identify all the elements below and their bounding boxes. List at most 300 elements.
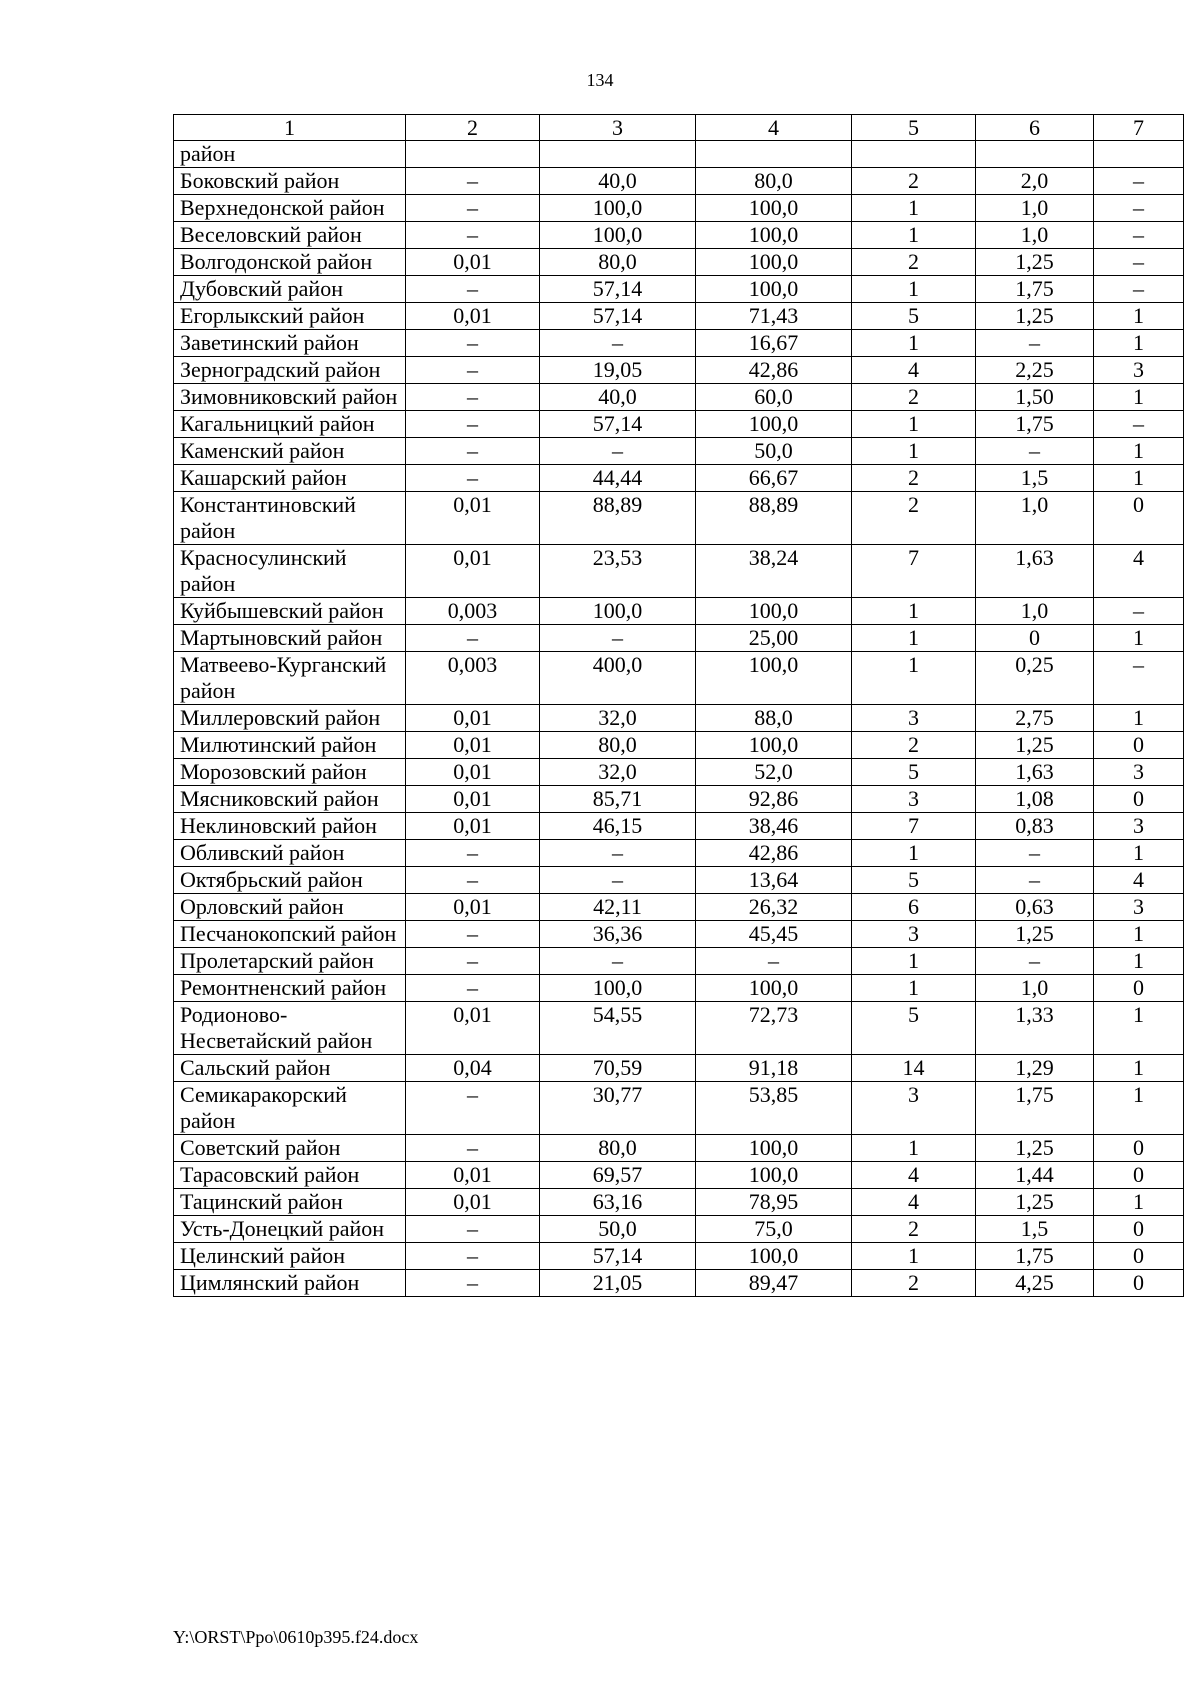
table-body [174, 141, 1184, 1297]
table-row [174, 867, 1184, 894]
value-cell: 1 [1094, 384, 1184, 411]
value-cell: 92,86 [696, 786, 852, 813]
district-name-cell: Заветинский район [174, 330, 406, 357]
district-name-cell: Веселовский район [174, 222, 406, 249]
value-cell: 100,0 [540, 195, 696, 222]
footer-file-path: Y:\ORST\Ppo\0610p395.f24.docx [173, 1627, 419, 1647]
district-name-cell: Ремонтненский район [174, 975, 406, 1002]
district-name-cell: Сальский район [174, 1055, 406, 1082]
value-cell: 100,0 [696, 222, 852, 249]
value-cell: 80,0 [540, 1135, 696, 1162]
value-cell: 1 [1094, 465, 1184, 492]
district-name-cell: Каменский район [174, 438, 406, 465]
value-cell: 0,01 [406, 786, 540, 813]
value-cell: 4 [1094, 867, 1184, 894]
value-cell: 0,01 [406, 303, 540, 330]
value-cell: 1 [1094, 1055, 1184, 1082]
value-cell: 2 [852, 492, 976, 545]
table-row [174, 1082, 1184, 1135]
value-cell: 32,0 [540, 759, 696, 786]
value-cell: 1,0 [976, 975, 1094, 1002]
table-row [174, 168, 1184, 195]
table-row [174, 411, 1184, 438]
value-cell: 14 [852, 1055, 976, 1082]
value-cell: 21,05 [540, 1270, 696, 1297]
value-cell: 1 [852, 598, 976, 625]
value-cell: – [976, 330, 1094, 357]
value-cell: 1 [852, 330, 976, 357]
value-cell: 1 [852, 438, 976, 465]
value-cell: 1,25 [976, 249, 1094, 276]
value-cell: – [406, 438, 540, 465]
value-cell: 38,24 [696, 545, 852, 598]
value-cell: 0,01 [406, 705, 540, 732]
value-cell: 54,55 [540, 1002, 696, 1055]
value-cell: 80,0 [696, 168, 852, 195]
district-name-cell: Неклиновский район [174, 813, 406, 840]
table-row [174, 975, 1184, 1002]
value-cell: 1 [1094, 1189, 1184, 1216]
value-cell: 2 [852, 168, 976, 195]
value-cell: – [406, 625, 540, 652]
value-cell: 5 [852, 759, 976, 786]
value-cell: 7 [852, 545, 976, 598]
table-row [174, 921, 1184, 948]
value-cell: 1,63 [976, 759, 1094, 786]
value-cell: 100,0 [696, 249, 852, 276]
value-cell [696, 141, 852, 168]
value-cell: – [976, 840, 1094, 867]
value-cell: 1,5 [976, 1216, 1094, 1243]
value-cell: – [976, 438, 1094, 465]
value-cell: – [406, 1270, 540, 1297]
value-cell: 0,04 [406, 1055, 540, 1082]
value-cell: – [406, 330, 540, 357]
value-cell: 1,75 [976, 1243, 1094, 1270]
value-cell: 400,0 [540, 652, 696, 705]
value-cell: 2 [852, 732, 976, 759]
value-cell: 89,47 [696, 1270, 852, 1297]
value-cell: 1,0 [976, 195, 1094, 222]
value-cell: 1,25 [976, 1189, 1094, 1216]
value-cell: 5 [852, 303, 976, 330]
table-row [174, 705, 1184, 732]
value-cell: 3 [1094, 894, 1184, 921]
value-cell: 36,36 [540, 921, 696, 948]
value-cell: 53,85 [696, 1082, 852, 1135]
table-row [174, 625, 1184, 652]
value-cell: 40,0 [540, 384, 696, 411]
value-cell: 1,0 [976, 598, 1094, 625]
value-cell: – [540, 840, 696, 867]
value-cell: 0,01 [406, 1002, 540, 1055]
value-cell: 0,25 [976, 652, 1094, 705]
value-cell: 85,71 [540, 786, 696, 813]
table-row [174, 1243, 1184, 1270]
value-cell: 100,0 [696, 732, 852, 759]
value-cell: 5 [852, 867, 976, 894]
district-name-cell: Морозовский район [174, 759, 406, 786]
district-name-cell: Тарасовский район [174, 1162, 406, 1189]
value-cell: 71,43 [696, 303, 852, 330]
table-row [174, 357, 1184, 384]
value-cell: 100,0 [540, 598, 696, 625]
value-cell: 1 [1094, 840, 1184, 867]
value-cell: 0 [976, 625, 1094, 652]
district-name-cell: Советский район [174, 1135, 406, 1162]
value-cell: 4 [1094, 545, 1184, 598]
table-row [174, 1002, 1184, 1055]
value-cell [976, 141, 1094, 168]
value-cell [406, 141, 540, 168]
table-row [174, 1162, 1184, 1189]
value-cell: – [976, 948, 1094, 975]
value-cell: 1 [852, 276, 976, 303]
value-cell: 100,0 [696, 1135, 852, 1162]
value-cell: – [406, 222, 540, 249]
value-cell: 26,32 [696, 894, 852, 921]
value-cell: – [540, 867, 696, 894]
table-row [174, 948, 1184, 975]
value-cell: 100,0 [696, 1243, 852, 1270]
value-cell: 1,25 [976, 1135, 1094, 1162]
value-cell: 1 [852, 1135, 976, 1162]
value-cell: – [406, 411, 540, 438]
district-name-cell: Тацинский район [174, 1189, 406, 1216]
value-cell: 0 [1094, 1243, 1184, 1270]
district-name-cell: Цимлянский район [174, 1270, 406, 1297]
value-cell: 1 [1094, 948, 1184, 975]
value-cell: – [406, 276, 540, 303]
value-cell: 0 [1094, 732, 1184, 759]
column-header: 7 [1094, 115, 1184, 141]
value-cell: 1,08 [976, 786, 1094, 813]
value-cell: 1 [1094, 303, 1184, 330]
district-name-cell: Октябрьский район [174, 867, 406, 894]
value-cell: 3 [852, 921, 976, 948]
district-name-cell: Целинский район [174, 1243, 406, 1270]
district-name-cell: Матвеево-Курганский район [174, 652, 406, 705]
value-cell: 0,01 [406, 1189, 540, 1216]
value-cell: 42,86 [696, 357, 852, 384]
table-row [174, 598, 1184, 625]
value-cell [540, 141, 696, 168]
district-name-cell: Милютинский район [174, 732, 406, 759]
value-cell: 2 [852, 249, 976, 276]
value-cell: 3 [852, 1082, 976, 1135]
value-cell: 38,46 [696, 813, 852, 840]
value-cell: – [406, 840, 540, 867]
value-cell: 2,0 [976, 168, 1094, 195]
column-header: 3 [540, 115, 696, 141]
table-row [174, 141, 1184, 168]
value-cell: 1 [852, 625, 976, 652]
value-cell: 42,11 [540, 894, 696, 921]
district-name-cell: Мясниковский район [174, 786, 406, 813]
value-cell: 1,75 [976, 1082, 1094, 1135]
value-cell: 75,0 [696, 1216, 852, 1243]
value-cell: 1 [852, 652, 976, 705]
value-cell: – [406, 948, 540, 975]
value-cell: 1 [1094, 1082, 1184, 1135]
data-table [173, 114, 1184, 1297]
value-cell: 1 [852, 1243, 976, 1270]
value-cell: 13,64 [696, 867, 852, 894]
table-row [174, 545, 1184, 598]
value-cell: 1,25 [976, 303, 1094, 330]
table-row [174, 759, 1184, 786]
value-cell: 88,89 [540, 492, 696, 545]
table-row [174, 1270, 1184, 1297]
value-cell: 0,003 [406, 652, 540, 705]
value-cell: – [1094, 195, 1184, 222]
value-cell: 0,01 [406, 732, 540, 759]
value-cell: 0 [1094, 786, 1184, 813]
value-cell: 45,45 [696, 921, 852, 948]
value-cell: 2 [852, 1270, 976, 1297]
value-cell: 78,95 [696, 1189, 852, 1216]
district-name-cell: Орловский район [174, 894, 406, 921]
value-cell: 23,53 [540, 545, 696, 598]
value-cell: 57,14 [540, 303, 696, 330]
value-cell: 80,0 [540, 732, 696, 759]
value-cell: 52,0 [696, 759, 852, 786]
value-cell: 4 [852, 1162, 976, 1189]
value-cell: 0,01 [406, 759, 540, 786]
district-name-cell: Дубовский район [174, 276, 406, 303]
value-cell: 0 [1094, 975, 1184, 1002]
table-row [174, 222, 1184, 249]
value-cell: 50,0 [696, 438, 852, 465]
district-name-cell: Пролетарский район [174, 948, 406, 975]
table-row [174, 732, 1184, 759]
value-cell: 1,25 [976, 732, 1094, 759]
value-cell: – [406, 975, 540, 1002]
district-name-cell: Песчанокопский район [174, 921, 406, 948]
value-cell: 1,0 [976, 492, 1094, 545]
value-cell: 1 [852, 975, 976, 1002]
value-cell: – [406, 465, 540, 492]
value-cell: 100,0 [696, 598, 852, 625]
district-name-cell: Миллеровский район [174, 705, 406, 732]
column-header: 1 [174, 115, 406, 141]
value-cell: 4 [852, 1189, 976, 1216]
value-cell: 2 [852, 384, 976, 411]
value-cell: 0 [1094, 1270, 1184, 1297]
district-name-cell: Зимовниковский район [174, 384, 406, 411]
value-cell: – [406, 168, 540, 195]
value-cell: 0,003 [406, 598, 540, 625]
value-cell: 4,25 [976, 1270, 1094, 1297]
value-cell: 0,01 [406, 1162, 540, 1189]
table-row [174, 276, 1184, 303]
value-cell: 3 [1094, 759, 1184, 786]
table-row [174, 1055, 1184, 1082]
value-cell: 1,25 [976, 921, 1094, 948]
value-cell: 1 [1094, 705, 1184, 732]
value-cell: 1 [852, 195, 976, 222]
value-cell: 19,05 [540, 357, 696, 384]
table-row [174, 195, 1184, 222]
value-cell: 72,73 [696, 1002, 852, 1055]
district-name-cell: Куйбышевский район [174, 598, 406, 625]
value-cell: 30,77 [540, 1082, 696, 1135]
value-cell: – [1094, 276, 1184, 303]
value-cell: 3 [852, 705, 976, 732]
value-cell: – [540, 625, 696, 652]
value-cell: – [1094, 222, 1184, 249]
table-row [174, 652, 1184, 705]
value-cell: 63,16 [540, 1189, 696, 1216]
table-row [174, 465, 1184, 492]
table-row [174, 438, 1184, 465]
value-cell: 1,29 [976, 1055, 1094, 1082]
district-name-cell: Мартыновский район [174, 625, 406, 652]
table-row [174, 1189, 1184, 1216]
value-cell: 1 [852, 948, 976, 975]
value-cell: 70,59 [540, 1055, 696, 1082]
value-cell: 0 [1094, 492, 1184, 545]
table-row [174, 492, 1184, 545]
value-cell: 66,67 [696, 465, 852, 492]
column-header: 5 [852, 115, 976, 141]
district-name-cell: Егорлыкский район [174, 303, 406, 330]
district-name-cell: Кагальницкий район [174, 411, 406, 438]
value-cell: – [406, 384, 540, 411]
value-cell: 1,63 [976, 545, 1094, 598]
district-name-cell: Красносулинский район [174, 545, 406, 598]
district-name-cell: Волгодонской район [174, 249, 406, 276]
value-cell: – [1094, 168, 1184, 195]
value-cell: 0,01 [406, 813, 540, 840]
value-cell: 1 [1094, 625, 1184, 652]
value-cell: 100,0 [696, 276, 852, 303]
value-cell: 57,14 [540, 1243, 696, 1270]
value-cell: – [976, 867, 1094, 894]
district-name-cell: Семикаракорский район [174, 1082, 406, 1135]
column-header: 6 [976, 115, 1094, 141]
value-cell: 1 [852, 222, 976, 249]
value-cell: 2 [852, 465, 976, 492]
value-cell: 5 [852, 1002, 976, 1055]
value-cell [1094, 141, 1184, 168]
value-cell: 50,0 [540, 1216, 696, 1243]
district-name-cell: Усть-Донецкий район [174, 1216, 406, 1243]
value-cell: – [696, 948, 852, 975]
value-cell: – [540, 948, 696, 975]
value-cell: – [406, 1082, 540, 1135]
value-cell: – [406, 1135, 540, 1162]
value-cell: 0,01 [406, 545, 540, 598]
table-row [174, 840, 1184, 867]
value-cell: – [406, 867, 540, 894]
value-cell: 3 [1094, 357, 1184, 384]
value-cell: 44,44 [540, 465, 696, 492]
value-cell: 1 [1094, 921, 1184, 948]
value-cell: 0 [1094, 1162, 1184, 1189]
table-row [174, 1216, 1184, 1243]
table-row [174, 303, 1184, 330]
value-cell: 1,0 [976, 222, 1094, 249]
value-cell: – [406, 357, 540, 384]
district-name-cell: Зерноградский район [174, 357, 406, 384]
value-cell: 1 [1094, 438, 1184, 465]
value-cell: 1 [1094, 330, 1184, 357]
value-cell: 0,01 [406, 249, 540, 276]
value-cell: 88,89 [696, 492, 852, 545]
district-name-cell: Константиновский район [174, 492, 406, 545]
value-cell: 40,0 [540, 168, 696, 195]
value-cell: 0,01 [406, 894, 540, 921]
page-number: 134 [586, 70, 614, 90]
table-row [174, 786, 1184, 813]
value-cell: – [1094, 652, 1184, 705]
value-cell: 57,14 [540, 276, 696, 303]
value-cell: 0 [1094, 1135, 1184, 1162]
value-cell: 100,0 [540, 222, 696, 249]
value-cell: 100,0 [696, 195, 852, 222]
value-cell: 6 [852, 894, 976, 921]
value-cell: 0 [1094, 1216, 1184, 1243]
value-cell: – [540, 330, 696, 357]
value-cell: 100,0 [696, 975, 852, 1002]
value-cell: 32,0 [540, 705, 696, 732]
district-name-cell: Кашарский район [174, 465, 406, 492]
value-cell: 1,33 [976, 1002, 1094, 1055]
value-cell: 1 [852, 411, 976, 438]
value-cell: 7 [852, 813, 976, 840]
value-cell: 100,0 [696, 652, 852, 705]
value-cell: – [1094, 411, 1184, 438]
column-header: 4 [696, 115, 852, 141]
value-cell: 4 [852, 357, 976, 384]
value-cell: 1 [1094, 1002, 1184, 1055]
value-cell: 0,63 [976, 894, 1094, 921]
value-cell: – [1094, 598, 1184, 625]
value-cell: 0,83 [976, 813, 1094, 840]
value-cell: – [406, 1216, 540, 1243]
district-name-cell: район [174, 141, 406, 168]
value-cell: 100,0 [696, 411, 852, 438]
table-row [174, 384, 1184, 411]
value-cell: 1 [852, 840, 976, 867]
header-row [174, 115, 1184, 141]
value-cell: 57,14 [540, 411, 696, 438]
district-name-cell: Родионово-Несветайский район [174, 1002, 406, 1055]
district-name-cell: Боковский район [174, 168, 406, 195]
value-cell: 3 [1094, 813, 1184, 840]
table-row [174, 1135, 1184, 1162]
value-cell: – [406, 195, 540, 222]
column-header: 2 [406, 115, 540, 141]
district-name-cell: Верхнедонской район [174, 195, 406, 222]
value-cell: 69,57 [540, 1162, 696, 1189]
value-cell: 100,0 [540, 975, 696, 1002]
value-cell: – [540, 438, 696, 465]
value-cell: 0,01 [406, 492, 540, 545]
value-cell: 2 [852, 1216, 976, 1243]
district-name-cell: Обливский район [174, 840, 406, 867]
value-cell: 2,25 [976, 357, 1094, 384]
value-cell: 60,0 [696, 384, 852, 411]
table-row [174, 894, 1184, 921]
value-cell: 1,5 [976, 465, 1094, 492]
value-cell: 88,0 [696, 705, 852, 732]
value-cell: 1,75 [976, 411, 1094, 438]
value-cell: 91,18 [696, 1055, 852, 1082]
value-cell: – [406, 1243, 540, 1270]
value-cell: – [406, 921, 540, 948]
